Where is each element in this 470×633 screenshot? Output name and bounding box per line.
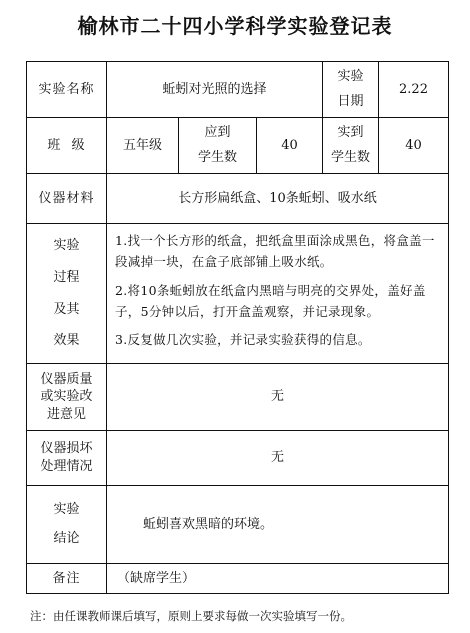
class-value: 五年级 (107, 118, 179, 174)
quality-feedback-value: 无 (107, 364, 449, 431)
procedure-step: 2.将10条蚯蚓放在纸盒内黑暗与明亮的交界处，盖好盖子，5分钟以后，打开盒盖观察，并记录现象。 (115, 282, 426, 319)
conclusion-value: 蚯蚓喜欢黑暗的环境。 (107, 486, 449, 564)
expected-students-label (179, 118, 257, 174)
procedure-content (107, 224, 449, 364)
expected-students-label-line2: 学生数 (197, 149, 237, 165)
experiment-registration-table (26, 61, 449, 594)
quality-feedback-label (27, 364, 107, 431)
row-materials (27, 174, 449, 224)
remarks-value: （缺席学生） (107, 564, 449, 594)
row-remarks (27, 564, 449, 594)
procedure-step: 3.反复做几次实验，并记录实验获得的信息。 (115, 332, 371, 347)
procedure-step: 1.找一个长方形的纸盒，把纸盒里面涂成黑色，将盒盖一段减掉一块，在盒子底部铺上吸水纸。 (115, 233, 435, 270)
class-label: 班 级 (27, 118, 107, 174)
quality-feedback-label-line: 或实验改 (40, 389, 93, 405)
damage-handling-label (27, 431, 107, 486)
conclusion-label-line: 结论 (53, 530, 80, 546)
row-class (27, 118, 449, 174)
row-experiment-name (27, 62, 449, 118)
experiment-date-value: 2.22 (379, 62, 449, 118)
actual-students-label-line2: 学生数 (331, 149, 371, 165)
expected-students-value: 40 (257, 118, 323, 174)
actual-students-label (323, 118, 379, 174)
experiment-date-label-line2: 日期 (337, 93, 364, 109)
row-conclusion (27, 486, 449, 564)
footnote: 注：由任课教师课后填写，原则上要求每做一次实验填写一份。 (30, 609, 352, 623)
row-procedure (27, 224, 449, 364)
experiment-date-label (323, 62, 379, 118)
experiment-name-value: 蚯蚓对光照的选择 (107, 62, 323, 118)
materials-label: 仪器材料 (27, 174, 107, 224)
damage-handling-value: 无 (107, 431, 449, 486)
quality-feedback-label-line: 进意见 (46, 406, 86, 422)
procedure-label (27, 224, 107, 364)
procedure-label-line: 效果 (53, 333, 80, 349)
procedure-label-line: 实验 (53, 237, 80, 253)
experiment-date-label-line1: 实验 (337, 68, 364, 84)
procedure-label-line: 过程 (53, 269, 80, 285)
damage-handling-label-line: 仪器损坏 (40, 441, 93, 457)
quality-feedback-label-line: 仪器质量 (40, 371, 93, 387)
damage-handling-label-line: 处理情况 (40, 459, 93, 474)
conclusion-label (27, 486, 107, 564)
experiment-name-label: 实验名称 (27, 62, 107, 118)
procedure-label-line: 及其 (53, 301, 80, 317)
actual-students-value: 40 (379, 118, 449, 174)
actual-students-label-line1: 实到 (337, 124, 364, 140)
row-damage-handling (27, 431, 449, 486)
conclusion-label-line: 实验 (53, 501, 80, 517)
form-title: 榆林市二十四小学科学实验登记表 (77, 14, 393, 38)
remarks-label: 备注 (27, 564, 107, 594)
materials-value: 长方形扁纸盒、10条蚯蚓、吸水纸 (107, 174, 449, 224)
row-quality-feedback (27, 364, 449, 431)
expected-students-label-line1: 应到 (204, 124, 231, 140)
